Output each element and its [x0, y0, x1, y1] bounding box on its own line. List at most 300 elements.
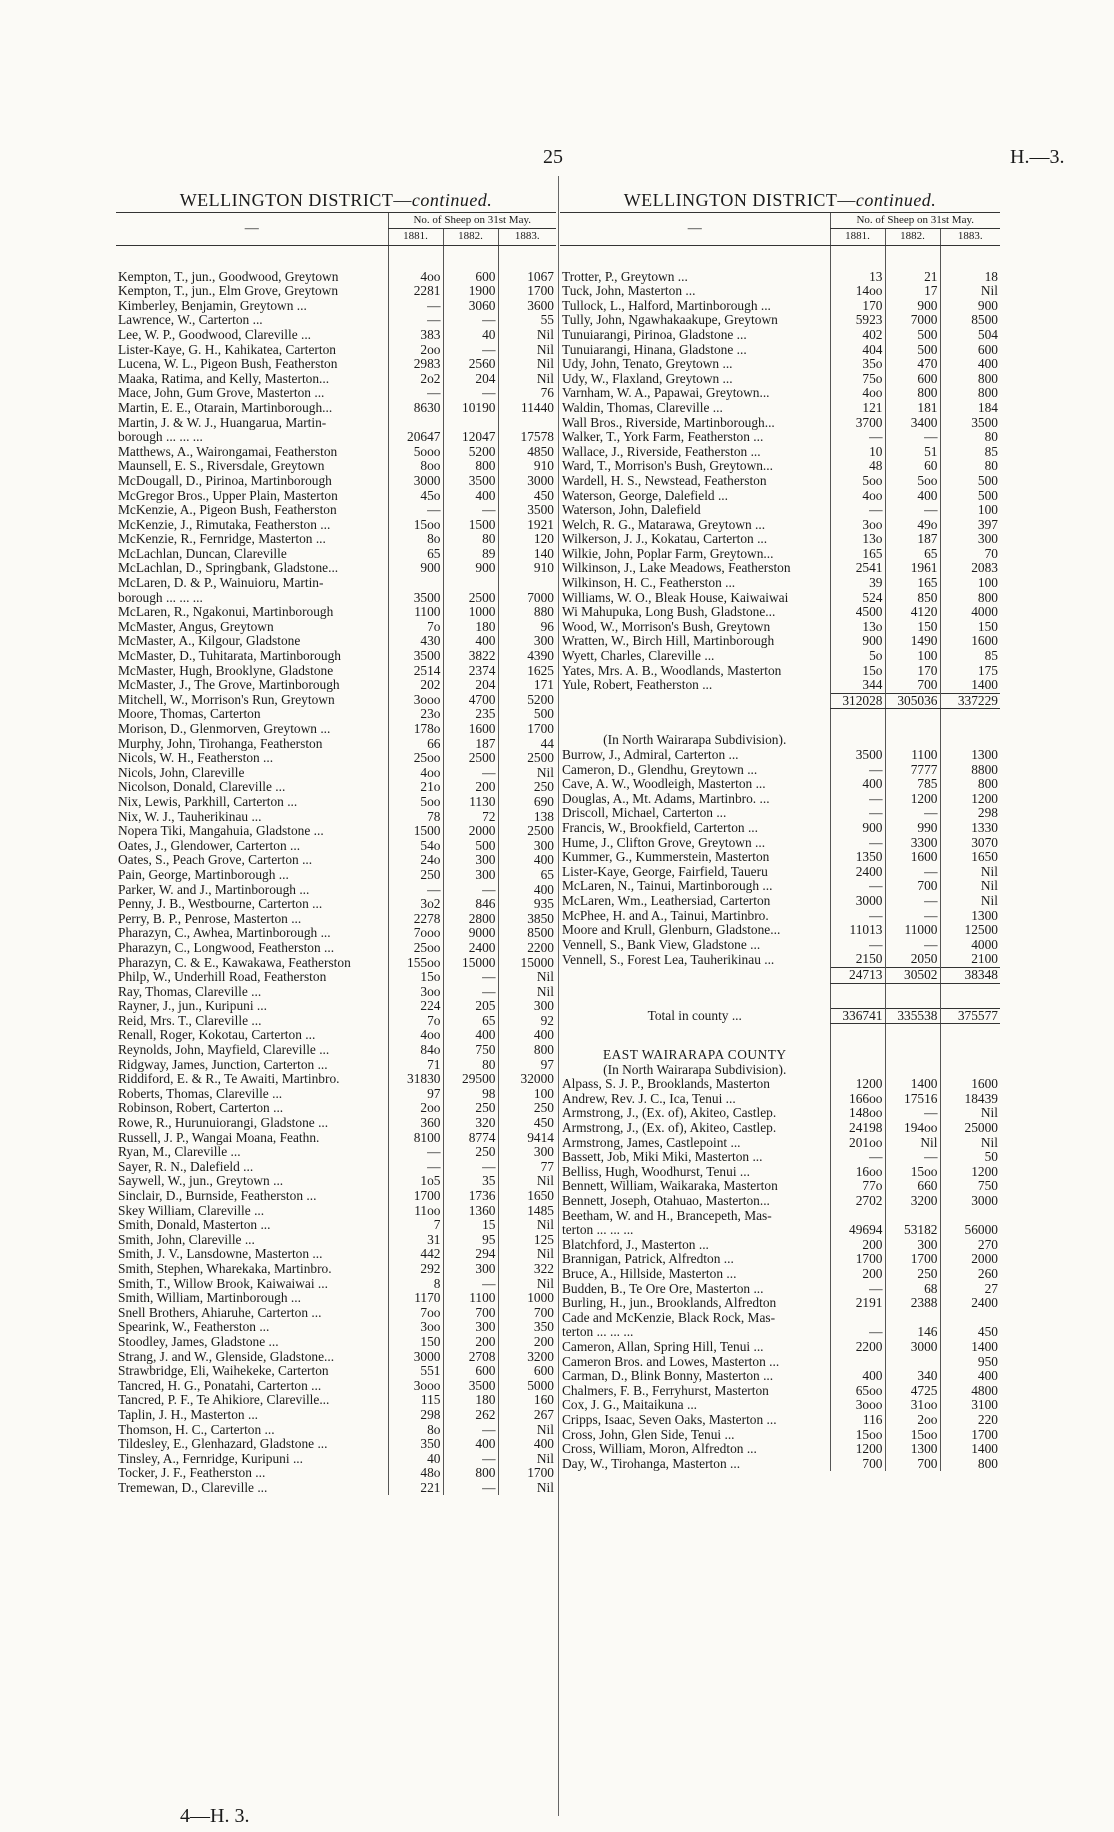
sheep-1883-cell: Nil [940, 284, 1000, 299]
table-row [116, 430, 556, 445]
sheep-1883-cell: Nil [498, 1174, 556, 1189]
table-row [116, 532, 556, 547]
owner-cell: Perry, B. P., Penrose, Masterton ... [118, 911, 302, 926]
sheep-1881-cell: — [830, 503, 885, 518]
table-row [116, 591, 556, 606]
sheep-1883-cell: Nil [498, 1277, 556, 1292]
sheep-1882-cell: 1961 [885, 561, 940, 576]
table-row [560, 270, 1000, 285]
sheep-1882-cell: 600 [443, 270, 498, 285]
sheep-1883-cell: 1600 [940, 634, 1000, 649]
sheep-1883-cell: 260 [940, 1267, 1000, 1282]
spacer-row-text [560, 1024, 830, 1049]
sheep-1881-cell: — [388, 299, 443, 314]
owner-cell: Martin, J. & W. J., Huangarua, Martin- [118, 415, 327, 430]
sheep-1882-cell: — [885, 865, 940, 880]
sheep-1883-cell: 250 [498, 780, 556, 795]
sheep-1883-cell: 1400 [940, 678, 1000, 693]
sheep-1881-cell: 148oo [830, 1106, 885, 1121]
sheep-1883-cell: 700 [498, 1306, 556, 1321]
owner-cell: Philp, W., Underhill Road, Featherston [118, 970, 327, 985]
sheep-1883-cell: 8500 [940, 313, 1000, 328]
empty-cell [830, 1063, 885, 1078]
owner-cell: Rowe, R., Hurunuiorangi, Gladstone ... [118, 1116, 329, 1131]
right-title [560, 188, 1000, 213]
owner-cell: Smith, J. V., Lansdowne, Masterton ... [118, 1247, 323, 1262]
sheep-1882-cell: 900 [885, 299, 940, 314]
sheep-1881-cell [830, 1311, 885, 1326]
sheep-1881-cell: 24o [388, 853, 443, 868]
sheep-1882-cell: 400 [443, 489, 498, 504]
table-row [560, 821, 1000, 836]
table-row [560, 649, 1000, 664]
owner-cell: Tunuiarangi, Pirinoa, Gladstone ... [562, 327, 747, 342]
owner-cell: Trotter, P., Greytown ... [562, 269, 688, 284]
sheep-1883-cell: 5200 [498, 693, 556, 708]
table-row [116, 810, 556, 825]
sheep-1883-cell: 1067 [498, 270, 556, 285]
owner-cell: Sayer, R. N., Dalefield ... [118, 1159, 254, 1174]
table-row [116, 1189, 556, 1204]
owner-cell: Pharazyn, C. & E., Kawakawa, Featherston [118, 955, 351, 970]
east-county-heading-text: EAST WAIRARAPA COUNTY [602, 1048, 787, 1063]
right-year-1881: 1881. [830, 228, 885, 245]
sheep-1881-cell: 1200 [830, 1442, 885, 1457]
owner-cell: Ray, Thomas, Clareville ... [118, 984, 262, 999]
sheep-1883-cell: 44 [498, 737, 556, 752]
empty-cell [940, 983, 1000, 1008]
sheep-1882-cell: 4725 [885, 1384, 940, 1399]
table-row [116, 561, 556, 576]
sheep-1881-cell: 24198 [830, 1121, 885, 1136]
sheep-1883-cell: Nil [498, 1218, 556, 1233]
sheep-1881-cell: 900 [830, 634, 885, 649]
owner-cell: Cave, A. W., Woodleigh, Masterton ... [562, 777, 766, 792]
sheep-1882-cell: 400 [885, 489, 940, 504]
sheep-1883-cell: 400 [498, 883, 556, 898]
sheep-1882-cell: — [885, 1150, 940, 1165]
table-row [116, 284, 556, 299]
footer-signature: 4—H. 3. [180, 1805, 250, 1827]
sheep-1883-cell: 3500 [940, 416, 1000, 431]
sheep-1881-cell: 11013 [830, 923, 885, 938]
sheep-1882-cell: 700 [885, 879, 940, 894]
sheep-1882-cell: — [885, 430, 940, 445]
north-total-row-a: 24713 [830, 967, 885, 983]
owner-cell: Wood, W., Morrison's Bush, Greytown [562, 619, 771, 634]
sheep-1881-cell: 2400 [830, 865, 885, 880]
owner-cell: Smith, Donald, Masterton ... [118, 1218, 271, 1233]
sheep-1881-cell: 3o2 [388, 897, 443, 912]
table-row [116, 634, 556, 649]
owner-cell: Maunsell, E. S., Riversdale, Greytown [118, 459, 325, 474]
sheep-1883-cell: 350 [498, 1320, 556, 1335]
sheep-1883-cell: 1330 [940, 821, 1000, 836]
sheep-1883-cell: 1300 [940, 748, 1000, 763]
sheep-1882-cell: 990 [885, 821, 940, 836]
sheep-1882-cell: 400 [443, 634, 498, 649]
table-row [560, 836, 1000, 851]
table-row [560, 909, 1000, 924]
sheep-1881-cell: 66 [388, 737, 443, 752]
sheep-1881-cell: 5oo [388, 795, 443, 810]
sheep-1881-cell: 3000 [830, 894, 885, 909]
sheep-1881-cell: 3ooo [830, 1398, 885, 1413]
table-row [560, 1311, 1000, 1326]
table-row [560, 894, 1000, 909]
table-row [560, 1296, 1000, 1311]
sheep-1883-cell: 125 [498, 1233, 556, 1248]
sheep-1883-cell: Nil [498, 343, 556, 358]
sheep-1882-cell: 900 [443, 561, 498, 576]
table-row [116, 270, 556, 285]
sheep-1882-cell: — [443, 1452, 498, 1467]
sheep-1882-cell: 95 [443, 1233, 498, 1248]
owner-cell: Skey William, Clareville ... [118, 1203, 265, 1218]
sheep-1883-cell: 2000 [940, 1252, 1000, 1267]
sheep-1883-cell: 3000 [940, 1194, 1000, 1209]
sheep-1881-cell: 4oo [830, 489, 885, 504]
owner-cell: Vennell, S., Forest Lea, Tauherikinau ... [562, 952, 775, 967]
sheep-1882-cell: 72 [443, 810, 498, 825]
table-row [116, 678, 556, 693]
owner-cell: Tremewan, D., Clareville ... [118, 1480, 268, 1495]
table-row [116, 1218, 556, 1233]
sheep-1882-cell: 40 [443, 328, 498, 343]
sheep-1883-cell: 300 [498, 634, 556, 649]
table-row [116, 1116, 556, 1131]
sheep-1881-cell: 2150 [830, 952, 885, 967]
county-total-row-b: 335538 [885, 1008, 940, 1024]
sheep-1881-cell: 3500 [388, 591, 443, 606]
sheep-1882-cell: — [885, 1106, 940, 1121]
sheep-1881-cell: 75o [830, 372, 885, 387]
sheep-1882-cell: 300 [443, 853, 498, 868]
table-row [560, 1194, 1000, 1209]
owner-cell: Udy, W., Flaxland, Greytown ... [562, 371, 733, 386]
sheep-1881-cell: 40 [388, 1452, 443, 1467]
sheep-1881-cell: 25oo [388, 751, 443, 766]
sheep-1882-cell: 100 [885, 649, 940, 664]
sheep-1883-cell: 9414 [498, 1131, 556, 1146]
owner-cell: Wilkerson, J. J., Kokatau, Carterton ... [562, 532, 768, 547]
sheep-1881-cell: 2oo [388, 1101, 443, 1116]
owner-cell: Wratten, W., Birch Hill, Martinborough [562, 634, 775, 649]
owner-cell: Cross, John, Glen Side, Tenui ... [562, 1427, 735, 1442]
owner-cell: Penny, J. B., Westbourne, Carterton ... [118, 897, 323, 912]
sheep-1881-cell: 65 [388, 547, 443, 562]
sheep-1881-cell: — [830, 806, 885, 821]
owner-cell: Belliss, Hugh, Woodhurst, Tenui ... [562, 1164, 750, 1179]
table-row [116, 1087, 556, 1102]
owner-cell: Walker, T., York Farm, Featherston ... [562, 430, 764, 445]
sheep-1883-cell: 3000 [498, 474, 556, 489]
sheep-1882-cell: 4700 [443, 693, 498, 708]
sheep-1882-cell: 8774 [443, 1131, 498, 1146]
sheep-1883-cell: 450 [498, 1116, 556, 1131]
owner-cell: McMaster, A., Kilgour, Gladstone [118, 634, 301, 649]
sheep-1881-cell: 3ooo [388, 693, 443, 708]
table-row [116, 474, 556, 489]
table-row [560, 1223, 1000, 1238]
sheep-1883-cell: 55 [498, 313, 556, 328]
sheep-1883-cell: 138 [498, 810, 556, 825]
sheep-1881-cell: 4500 [830, 605, 885, 620]
sheep-1883-cell: 397 [940, 518, 1000, 533]
owner-cell: McLaren, N., Tainui, Martinborough ... [562, 879, 773, 894]
owner-cell: Martin, E. E., Otarain, Martinborough... [118, 400, 333, 415]
sheep-1882-cell: 4120 [885, 605, 940, 620]
table-row [116, 1204, 556, 1219]
sheep-1883-cell: 11440 [498, 401, 556, 416]
sheep-1883-cell: 4850 [498, 445, 556, 460]
owner-cell: Lee, W. P., Goodwood, Clareville ... [118, 327, 312, 342]
left-title-main: WELLINGTON DISTRICT— [179, 189, 412, 210]
table-row [116, 1350, 556, 1365]
sheep-1882-cell: 17 [885, 284, 940, 299]
sheep-1881-cell: 2983 [388, 357, 443, 372]
sheep-1883-cell: 96 [498, 620, 556, 635]
table-row [560, 1457, 1000, 1472]
sheep-1883-cell: 910 [498, 561, 556, 576]
owner-cell: Cripps, Isaac, Seven Oaks, Masterton ... [562, 1412, 777, 1427]
sheep-1881-cell: 31 [388, 1233, 443, 1248]
sheep-1882-cell: — [443, 883, 498, 898]
sheep-1882-cell: 320 [443, 1116, 498, 1131]
sheep-1882-cell: 600 [885, 372, 940, 387]
sheep-1883-cell: Nil [498, 1452, 556, 1467]
sheep-1882-cell: 2388 [885, 1296, 940, 1311]
sheep-1883-cell: 1200 [940, 792, 1000, 807]
owner-cell: Cade and McKenzie, Black Rock, Mas- [562, 1310, 776, 1325]
sheep-1881-cell: 221 [388, 1481, 443, 1496]
sheep-1883-cell: 2200 [498, 941, 556, 956]
sheep-1881-cell: 11oo [388, 1204, 443, 1219]
sheep-1882-cell: 200 [443, 780, 498, 795]
table-row [560, 1252, 1000, 1267]
sheep-1882-cell: — [443, 386, 498, 401]
owner-cell: Wi Mahupuka, Long Bush, Gladstone... [562, 605, 776, 620]
owner-cell: Budden, B., Te Ore Ore, Masterton ... [562, 1281, 764, 1296]
sheep-1882-cell: 65 [443, 1014, 498, 1029]
owner-cell: Chalmers, F. B., Ferryhurst, Masterton [562, 1383, 769, 1398]
sheep-1881-cell: 2514 [388, 664, 443, 679]
sheep-1881-cell: 35o [830, 357, 885, 372]
sheep-1882-cell: 3060 [443, 299, 498, 314]
table-row [116, 343, 556, 358]
sheep-1881-cell: 7ooo [388, 926, 443, 941]
right-title-italic: continued. [855, 189, 937, 210]
sheep-1882-cell: — [443, 1481, 498, 1496]
sheep-1883-cell: Nil [498, 1481, 556, 1496]
owner-cell: Roberts, Thomas, Clareville ... [118, 1086, 283, 1101]
sheep-1882-cell: 2560 [443, 357, 498, 372]
sheep-1881-cell: 150 [388, 1335, 443, 1350]
sheep-1881-cell: 402 [830, 328, 885, 343]
sheep-1882-cell: 1100 [885, 748, 940, 763]
table-row [560, 1369, 1000, 1384]
right-table-body [560, 270, 1000, 1472]
sheep-1882-cell: 1700 [885, 1252, 940, 1267]
owner-cell: Hume, J., Clifton Grove, Greytown ... [562, 835, 766, 850]
table-row [116, 985, 556, 1000]
sheep-1882-cell: 1490 [885, 634, 940, 649]
sheep-1883-cell: 77 [498, 1160, 556, 1175]
sheep-1882-cell [443, 576, 498, 591]
sheep-1883-cell: Nil [940, 865, 1000, 880]
sheep-1881-cell: 178o [388, 722, 443, 737]
sheep-1882-cell: 470 [885, 357, 940, 372]
sheep-1883-cell: Nil [940, 879, 1000, 894]
sheep-1883-cell: 4000 [940, 938, 1000, 953]
sheep-1882-cell: 35 [443, 1174, 498, 1189]
sheep-1883-cell: 3500 [498, 503, 556, 518]
owner-cell: Beetham, W. and H., Brancepeth, Mas- [562, 1208, 772, 1223]
east-county-heading [560, 1048, 1000, 1063]
sheep-1881-cell: — [830, 1325, 885, 1340]
sheep-1881-cell: 400 [830, 777, 885, 792]
right-header-group: No. of Sheep on 31st May. [830, 213, 1000, 229]
sheep-1881-cell: 23o [388, 707, 443, 722]
sheep-1882-cell: 200 [443, 1335, 498, 1350]
table-row [560, 879, 1000, 894]
owner-cell: McGregor Bros., Upper Plain, Masterton [118, 488, 338, 503]
sheep-1882-cell: 15 [443, 1218, 498, 1233]
table-row [560, 547, 1000, 562]
table-row [116, 605, 556, 620]
sheep-1881-cell: — [830, 763, 885, 778]
table-row [116, 926, 556, 941]
owner-cell: Thomson, H. C., Carterton ... [118, 1422, 275, 1437]
owner-cell: Bassett, Job, Miki Miki, Masterton ... [562, 1150, 763, 1165]
owner-cell: Nicolson, Donald, Clareville ... [118, 780, 286, 795]
sheep-1883-cell: 100 [498, 1087, 556, 1102]
empty-cell [885, 1063, 940, 1078]
sheep-1882-cell: 1900 [443, 284, 498, 299]
sheep-1882-cell: 3500 [443, 1379, 498, 1394]
owner-cell: Wallace, J., Riverside, Featherston ... [562, 444, 761, 459]
sheep-1881-cell: 20647 [388, 430, 443, 445]
sheep-1882-cell: 53182 [885, 1223, 940, 1238]
north-total-row-c: 38348 [940, 967, 1000, 983]
sheep-1882-cell: Nil [885, 1136, 940, 1151]
sheep-1883-cell: 2100 [940, 952, 1000, 967]
table-row [560, 1442, 1000, 1457]
owner-cell: Mitchell, W., Morrison's Run, Greytown [118, 692, 335, 707]
table-row [116, 576, 556, 591]
sheep-1883-cell: 18 [940, 270, 1000, 285]
table-row [560, 1355, 1000, 1370]
sheep-1882-cell: — [443, 1423, 498, 1438]
sheep-1881-cell: 900 [830, 821, 885, 836]
sheep-1883-cell: Nil [498, 357, 556, 372]
table-row [116, 313, 556, 328]
sheep-1882-cell: 187 [443, 737, 498, 752]
sheep-1881-cell: 200 [830, 1238, 885, 1253]
owner-cell: McLachlan, Duncan, Clareville [118, 546, 287, 561]
sheep-1882-cell: 5200 [443, 445, 498, 460]
sheep-1881-cell: — [830, 430, 885, 445]
owner-cell: Welch, R. G., Matarawa, Greytown ... [562, 517, 766, 532]
empty-cell [940, 733, 1000, 748]
sheep-1881-cell: 3oo [388, 985, 443, 1000]
owner-cell: Yule, Robert, Featherston ... [562, 678, 713, 693]
owner-cell: Taplin, J. H., Masterton ... [118, 1407, 259, 1422]
sheep-1883-cell: 184 [940, 401, 1000, 416]
sheep-1882-cell: 300 [443, 1262, 498, 1277]
table-row [560, 1150, 1000, 1165]
sheep-1883-cell: 4390 [498, 649, 556, 664]
sheep-1881-cell: 5ooo [388, 445, 443, 460]
sheep-1882-cell: — [443, 985, 498, 1000]
sheep-1882-cell: 2oo [885, 1413, 940, 1428]
owner-cell: Strang, J. and W., Glenside, Gladstone... [118, 1349, 335, 1364]
sheep-1881-cell: 3500 [830, 748, 885, 763]
subtotal-row-c: 337229 [940, 693, 1000, 709]
sheep-1883-cell: 120 [498, 532, 556, 547]
owner-cell: Matthews, A., Wairongamai, Featherston [118, 444, 338, 459]
sheep-1882-cell: 9000 [443, 926, 498, 941]
table-row [560, 806, 1000, 821]
sheep-1882-cell: 7777 [885, 763, 940, 778]
empty-cell [830, 733, 885, 748]
table-row [116, 737, 556, 752]
subtotal-row [560, 693, 1000, 709]
owner-cell: Tildesley, E., Glenhazard, Gladstone ... [118, 1437, 328, 1452]
sheep-1883-cell: 15000 [498, 956, 556, 971]
sheep-1881-cell: 7 [388, 1218, 443, 1233]
table-row [116, 883, 556, 898]
owner-cell: borough ... ... ... [118, 430, 203, 445]
sheep-1882-cell: 3000 [885, 1340, 940, 1355]
sheep-1882-cell: 80 [443, 1058, 498, 1073]
county-total-row [560, 1008, 1000, 1024]
table-row [560, 923, 1000, 938]
sheep-1883-cell: 1700 [498, 722, 556, 737]
sheep-1882-cell: 235 [443, 707, 498, 722]
sheep-1882-cell: 600 [443, 1364, 498, 1379]
table-row [116, 912, 556, 927]
owner-cell: Francis, W., Brookfield, Carterton ... [562, 820, 758, 835]
table-row [116, 1014, 556, 1029]
sheep-1883-cell [498, 576, 556, 591]
table-row [560, 1238, 1000, 1253]
owner-cell: Wilkinson, J., Lake Meadows, Featherston [562, 561, 791, 576]
sheep-1882-cell: 165 [885, 576, 940, 591]
table-row [116, 503, 556, 518]
table-row [116, 1262, 556, 1277]
sheep-1882-cell: 205 [443, 999, 498, 1014]
sheep-1881-cell: 8o [388, 1423, 443, 1438]
owner-cell: Sinclair, D., Burnside, Featherston ... [118, 1189, 317, 1203]
sheep-1883-cell: 220 [940, 1413, 1000, 1428]
owner-cell: Cameron, Allan, Spring Hill, Tenui ... [562, 1339, 764, 1354]
sheep-1883-cell: 400 [940, 357, 1000, 372]
empty-cell [885, 733, 940, 748]
sheep-1883-cell: Nil [940, 894, 1000, 909]
table-row [116, 416, 556, 431]
sheep-1881-cell: 48 [830, 459, 885, 474]
table-row [560, 1106, 1000, 1121]
sheep-1882-cell: — [885, 909, 940, 924]
sheep-1883-cell: 4000 [940, 605, 1000, 620]
sheep-1882-cell: 1200 [885, 792, 940, 807]
sheep-1883-cell: 175 [940, 664, 1000, 679]
sheep-1883-cell: 1650 [498, 1189, 556, 1204]
sheep-1883-cell: 322 [498, 1262, 556, 1277]
sheep-1883-cell: 150 [940, 620, 1000, 635]
sheep-1881-cell: 524 [830, 591, 885, 606]
